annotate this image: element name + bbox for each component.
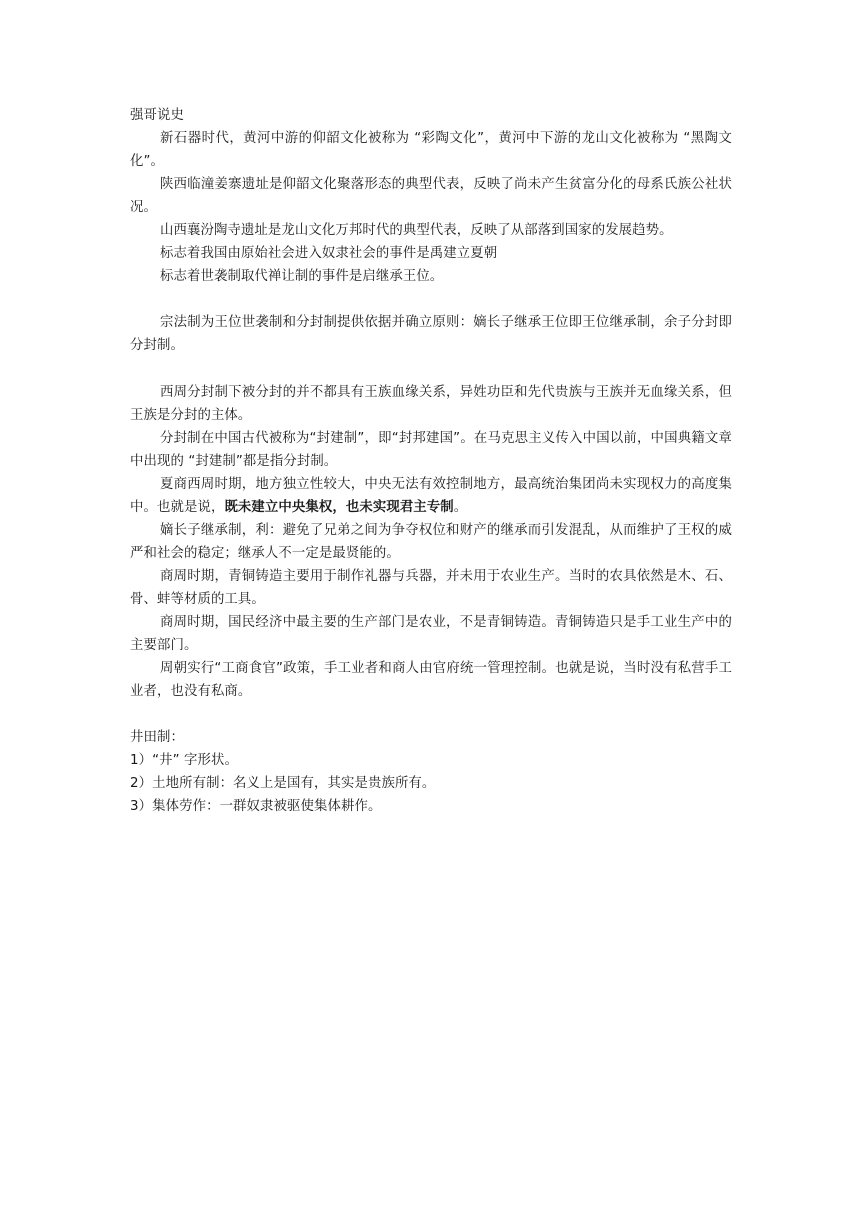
paragraph-bronze-use: 商周时期，青铜铸造主要用于制作礼器与兵器，并未用于农业生产。当时的农具依然是木、石、骨、蚌等材质的工具。	[130, 569, 732, 607]
paragraph-fengjian: 分封制在中国古代被称为“封建制”，即“封邦建国”。在马克思主义传入中国以前，中国典籍文章中出现的 “封建制”都是指分封制。	[130, 431, 732, 469]
xiashang-text: 夏商西周时期，地方独立性较大，中央无法有效控制地方，最高统治集团尚未实现权力的高度集中。也就是说，	[130, 477, 732, 515]
jingtian-title: 井田制：	[130, 730, 184, 745]
paragraph-jiangzhai: 陕西临潼姜寨遗址是仰韶文化聚落形态的典型代表，反映了尚未产生贫富分化的母系氏族公社状况。	[130, 177, 732, 215]
paragraph-agriculture: 商周时期，国民经济中最主要的生产部门是农业，不是青铜铸造。青铜铸造只是手工业生产中的主要部门。	[130, 615, 732, 653]
spacer	[130, 288, 732, 311]
jingtian-item: 2）土地所有制：名义上是国有，其实是贵族所有。	[130, 776, 436, 791]
paragraph-neolithic: 新石器时代，黄河中游的仰韶文化被称为 “彩陶文化”，黄河中下游的龙山文化被称为 “黑陶文化”。	[130, 131, 732, 169]
paragraph-western-zhou-enfeoffment: 西周分封制下被分封的并不都具有王族血缘关系，异姓功臣和先代贵族与王族并无血缘关系，但王族是分封的主体。	[130, 385, 732, 423]
xiashang-end: 。	[453, 500, 468, 515]
spacer	[130, 703, 732, 726]
jingtian-item: 1）“井” 字形状。	[130, 753, 238, 768]
paragraph-taosi: 山西襄汾陶寺遗址是龙山文化万邦时代的典型代表，反映了从部落到国家的发展趋势。	[160, 223, 673, 238]
paragraph-zongfa: 宗法制为王位世袭制和分封制提供依据并确立原则：嫡长子继承王位即王位继承制，余子分封即分封制。	[130, 315, 732, 353]
paragraph-primogeniture: 嫡长子继承制，利：避免了兄弟之间为争夺权位和财产的继承而引发混乱，从而维护了王权的威严和社会的稳定；继承人不一定是最贤能的。	[130, 523, 732, 561]
document-header: 强哥说史	[130, 108, 184, 123]
paragraph-xia-shang-zhou	[130, 473, 732, 519]
xiashang-bold-text: 既未建立中央集权，也未实现君主专制	[224, 500, 454, 515]
paragraph-hereditary: 标志着世袭制取代禅让制的事件是启继承王位。	[160, 269, 444, 284]
jingtian-item: 3）集体劳作：一群奴隶被驱使集体耕作。	[130, 799, 382, 814]
spacer	[130, 357, 732, 381]
paragraph-xia-founding: 标志着我国由原始社会进入奴隶社会的事件是禹建立夏朝	[160, 246, 498, 261]
paragraph-gongshang-shiguan: 周朝实行“工商食官”政策，手工业者和商人由官府统一管理控制。也就是说，当时没有私营手工业者，也没有私商。	[130, 661, 732, 699]
document-page	[130, 104, 732, 818]
